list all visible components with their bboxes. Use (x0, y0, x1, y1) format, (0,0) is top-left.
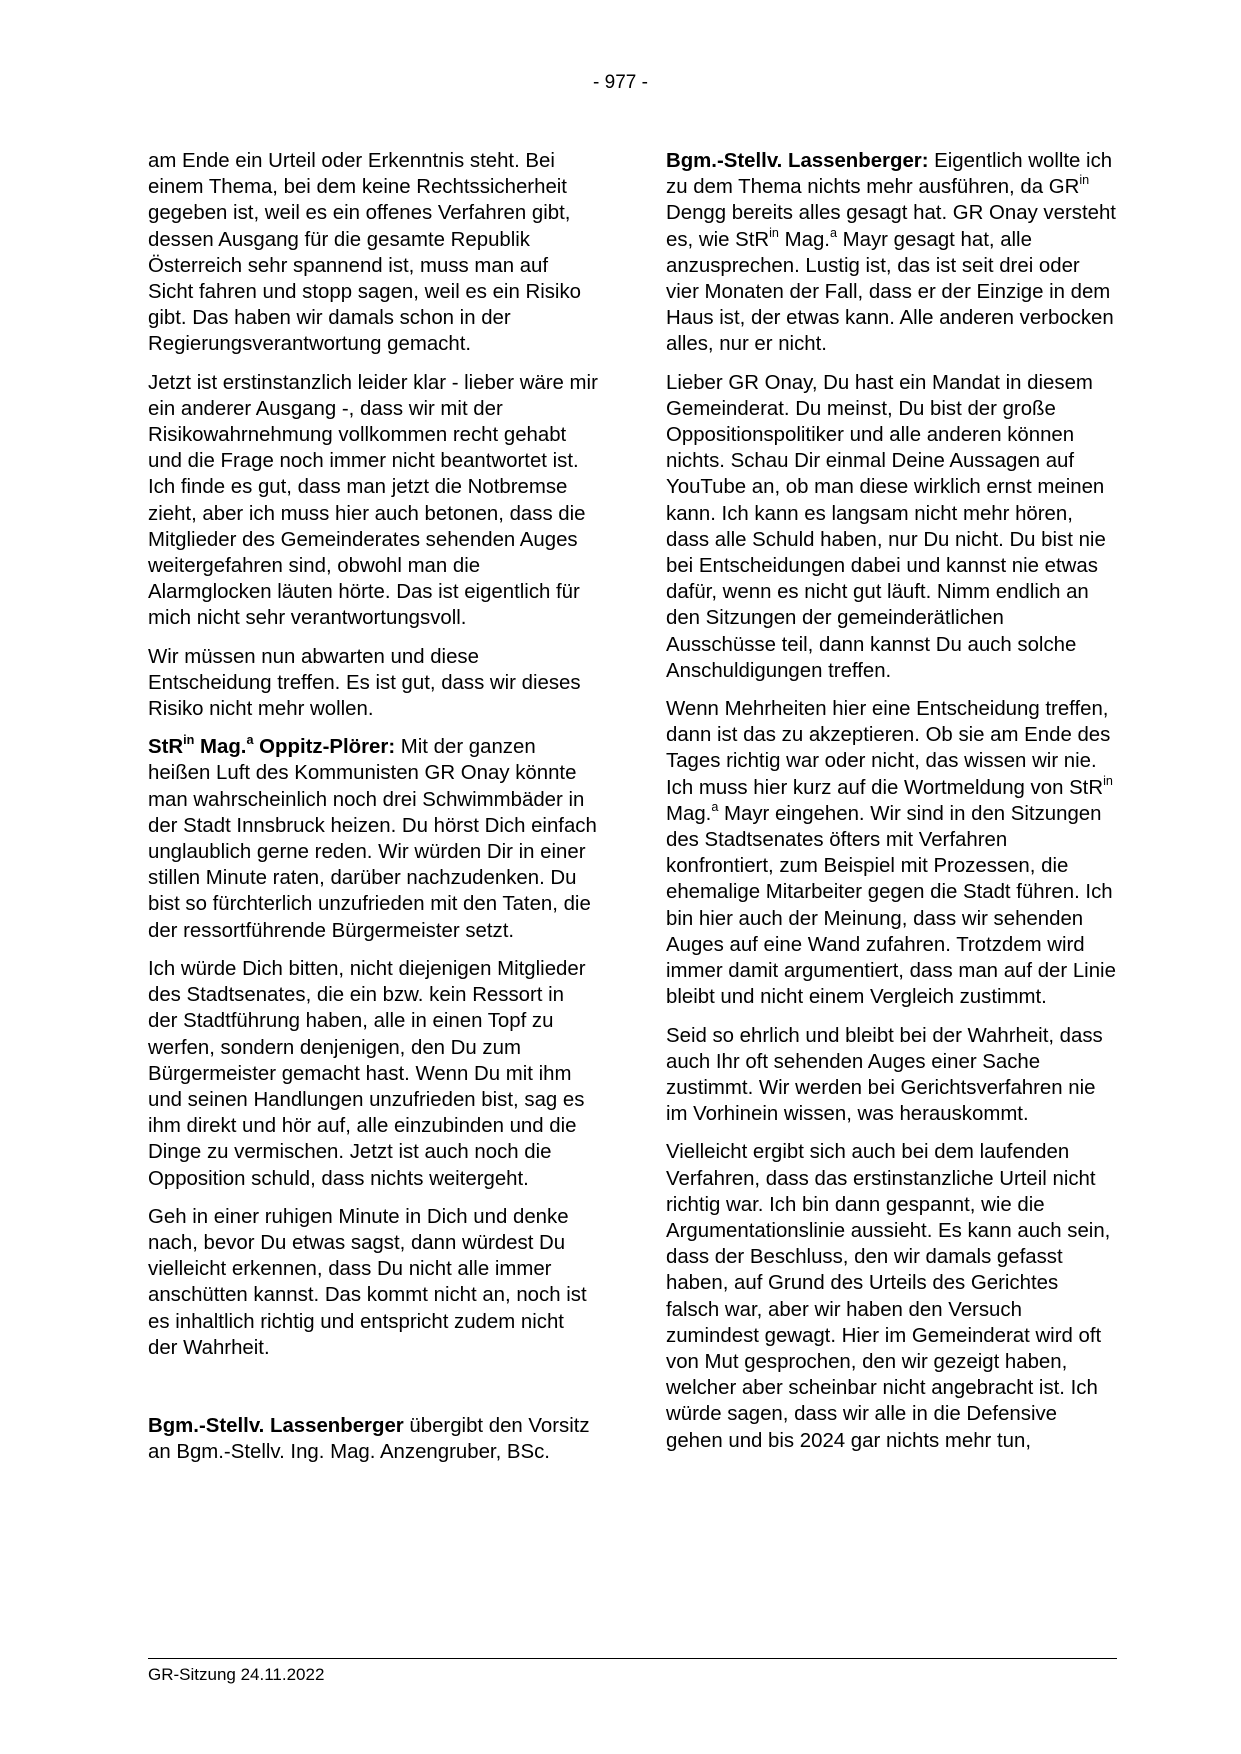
paragraph: Ich würde Dich bitten, nicht diejenigen Mitglieder des Stadtsenates, die ein bzw. kein Ressort in der Stadtführung haben, alle in einen Topf zu werfen, sondern denjenigen, den Du zum Bürgermeister gemacht hast. Wenn Du mit ihm und seinen Handlungen unzufrieden bist, sag es ihm direkt und hör auf, alle einzubinden und die Dinge zu vermischen. Jetzt ist auch noch die Opposition schuld, dass nichts weitergeht. (148, 957, 586, 1190)
paragraph: Wir müssen nun abwarten und diese Entscheidung treffen. Es ist gut, dass wir dieses Risiko nicht mehr wollen. (148, 645, 581, 721)
paragraph (148, 734, 598, 944)
spacer (148, 1373, 598, 1413)
paragraph: Wenn Mehrheiten hier eine Entscheidung treffen, dann ist das zu akzeptieren. Ob sie am Ende des Tages richtig war oder nicht, das wissen wir nie. Ich muss hier kurz auf die Wortmeldung von StR$^{in}$ Mag.$^a$ Mayr eingehen. Wir sind in den Sitzungen des Stadtsenates öfters mit Verfahren konfrontiert, zum Beispiel mit Prozessen, die ehemalige Mitarbeiter gegen die Stadt führen. Ich bin hier auch der Meinung, dass wir sehenden Auges auf eine Wand zufahren. Trotzdem wird immer damit argumentiert, dass man auf der Linie bleibt und nicht einem Vergleich zustimmt. (666, 698, 1116, 1009)
paragraph: Seid so ehrlich und bleibt bei der Wahrheit, dass auch Ihr oft sehenden Auges einer Sache zustimmt. Wir werden bei Gerichtsverfahren nie im Vorhinein wissen, was herauskommt. (666, 1024, 1103, 1126)
footer-text: GR-Sitzung 24.11.2022 (148, 1665, 325, 1684)
footer-divider (148, 1658, 1117, 1659)
paragraph: Bgm.-Stellv. Lassenberger: Eigentlich wollte ich zu dem Thema nichts mehr ausführen, da $GR^{in}$ Dengg bereits alles gesagt hat. GR Onay versteht es, wie StR$^{in}$ Mag.$^a$ Mayr gesagt hat, alle anzusprechen. Lustig ist, das ist seit drei oder vier Monaten der Fall, dass er der Einzige in dem Haus ist, der etwas kann. Alle anderen verbocken alles, nur er nicht. (666, 150, 1116, 356)
speaker-name: Bgm.-Stellv. Lassenberger (148, 1414, 404, 1437)
paragraph (148, 1413, 598, 1465)
paragraph: Geh in einer ruhigen Minute in Dich und denke nach, bevor Du etwas sagst, dann würdest Du vielleicht erkennen, dass Du nicht alle immer anschütten kannst. Das kommt nicht an, noch ist es inhaltlich richtig und entspricht zudem nicht der Wahrheit. (148, 1205, 587, 1359)
right-column (666, 148, 1116, 1466)
paragraph: Vielleicht ergibt sich auch bei dem laufenden Verfahren, dass das erstinstanzliche Urteil nicht richtig war. Ich bin dann gespannt, wie die Argumentationslinie aussieht. Es kann auch sein, dass der Beschluss, den wir damals gefasst haben, auf Grund des Urteils des Gerichtes falsch war, aber wir haben den Versuch zumindest gewagt. Hier im Gemeinderat wird oft von Mut gesprochen, den wir gezeigt haben, welcher aber scheinbar nicht angebracht ist. Ich würde sagen, dass wir alle in die Defensive gehen und bis 2024 gar nichts mehr tun, (666, 1141, 1111, 1452)
speech-text: übergibt den Vorsitz an Bgm.-Stellv. Ing. Mag. Anzengruber, BSc. (148, 1414, 590, 1464)
speaker-name: Bgm.-Stellv. Lassenberger: (666, 150, 929, 172)
page-number: - 977 - (593, 72, 648, 93)
speaker-name: StR$^{in}$ Mag.$^a$ Oppitz-Plörer: (148, 733, 396, 759)
left-column (148, 148, 598, 1477)
speech-text: Mit der ganzen heißen Luft des Kommunisten GR Onay könnte man wahrscheinlich noch drei Schwimmbäder in der Stadt Innsbruck heizen. Du hörst Dich einfach unglaublich gerne reden. Wir würden Dir in einer stillen Minute raten, darüber nachzudenken. Du bist so fürchterlich unzufrieden mit den Taten, die der ressortführende Bürgermeister setzt. (148, 736, 597, 942)
paragraph: Lieber GR Onay, Du hast ein Mandat in diesem Gemeinderat. Du meinst, Du bist der große Oppositionspolitiker und alle anderen können nichts. Schau Dir einmal Deine Aussagen auf YouTube an, ob man diese wirklich ernst meinen kann. Ich kann es langsam nicht mehr hören, dass alle Schuld haben, nur Du nicht. Du bist nie bei Entscheidungen dabei und kannst nie etwas dafür, wenn es nicht gut läuft. Nimm endlich an den Sitzungen der gemeinderätlichen Ausschüsse teil, dann kannst Du auch solche Anschuldigungen treffen. (666, 371, 1106, 682)
paragraph: am Ende ein Urteil oder Erkenntnis steht. Bei einem Thema, bei dem keine Rechtssicherheit gegeben ist, weil es ein offenes Verfahren gibt, dessen Ausgang für die gesamte Republik Österreich sehr spannend ist, muss man auf Sicht fahren und stopp sagen, weil es ein Risiko gibt. Das haben wir damals schon in der Regierungsverantwortung gemacht. (148, 150, 581, 356)
paragraph: Jetzt ist erstinstanzlich leider klar - lieber wäre mir ein anderer Ausgang -, dass wir mit der Risikowahrnehmung vollkommen recht gehabt und die Frage noch immer nicht beantwortet ist. Ich finde es gut, dass man jetzt die Notbremse zieht, aber ich muss hier auch betonen, dass die Mitglieder des Gemeinderates sehenden Auges weitergefahren sind, obwohl man die Alarmglocken läuten hörte. Das ist eigentlich für mich nicht sehr verantwortungsvoll. (148, 371, 598, 630)
